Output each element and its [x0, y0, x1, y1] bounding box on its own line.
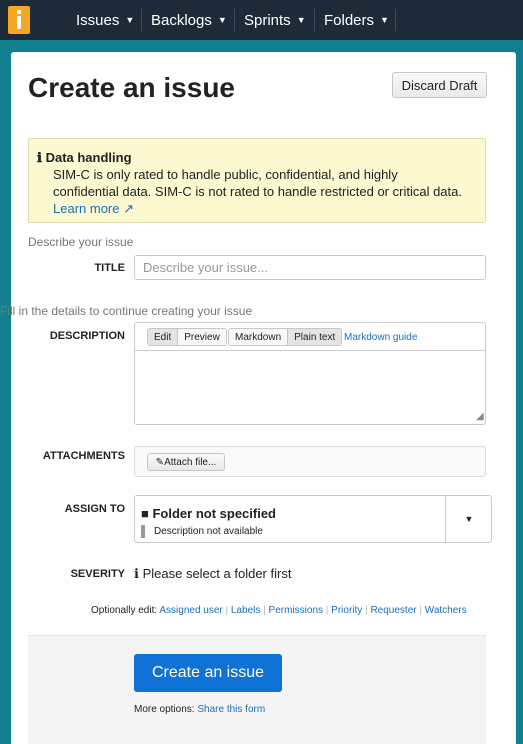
alert-title: Data handling — [45, 150, 132, 165]
severity-label: SEVERITY — [70, 568, 125, 580]
attach-file-button[interactable] — [147, 453, 225, 471]
folder-icon: ■ — [141, 506, 149, 521]
format-tabs — [228, 328, 342, 346]
caret-down-icon: ▼ — [464, 514, 474, 524]
top-navbar — [0, 0, 523, 40]
attachments-label: ATTACHMENTS — [42, 450, 125, 462]
attach-file-label: Attach file... — [164, 456, 217, 468]
description-textarea[interactable] — [135, 350, 485, 425]
details-heading: Fill in the details to continue creating your issue — [0, 304, 253, 318]
optional-edit-links: Optionally edit: Assigned user | Labels | Permissions | Priority | Requester | Watchers — [91, 605, 467, 616]
share-form-link[interactable]: Share this form — [197, 704, 266, 715]
form-footer — [28, 635, 486, 744]
chevron-down-icon: ▼ — [380, 15, 389, 25]
create-issue-button[interactable]: Create an issue — [134, 654, 282, 692]
assign-to-label: ASSIGN TO — [64, 503, 125, 515]
chevron-down-icon: ▼ — [296, 15, 306, 25]
tab-markdown[interactable]: Markdown — [229, 329, 288, 345]
learn-more-link[interactable] — [53, 200, 134, 217]
folder-description: Description not available — [154, 526, 263, 537]
alert-line-2: confidential data. SIM-C is not rated to handle restricted or critical data. — [53, 184, 462, 199]
labels-link[interactable]: Labels — [230, 605, 261, 616]
chevron-down-icon: ▼ — [217, 15, 227, 25]
nav-divider — [234, 9, 235, 31]
severity-message: Please select a folder first — [142, 566, 292, 581]
folder-select[interactable] — [134, 495, 492, 543]
tab-preview[interactable]: Preview — [178, 329, 226, 345]
data-handling-alert — [28, 138, 486, 223]
nav-sprints[interactable] — [244, 0, 306, 40]
chevron-down-icon: ▼ — [125, 15, 135, 25]
nav-divider — [314, 9, 315, 31]
app-logo-icon[interactable] — [8, 6, 30, 34]
assigned-user-link[interactable]: Assigned user — [159, 605, 223, 616]
nav-divider — [141, 9, 142, 31]
alert-line-1: SIM-C is only rated to handle public, confidential, and highly — [53, 167, 398, 182]
page-title: Create an issue — [28, 72, 235, 103]
optional-prefix: Optionally edit: — [91, 605, 158, 616]
create-issue-panel — [0, 52, 516, 744]
learn-more-label: Learn more — [53, 201, 120, 216]
description-editor — [134, 322, 486, 425]
nav-backlogs[interactable] — [151, 0, 227, 40]
discard-draft-button[interactable]: Discard Draft — [392, 72, 487, 98]
edit-mode-tabs — [147, 328, 227, 346]
permissions-link[interactable]: Permissions — [268, 605, 324, 616]
nav-folders-label: Folders — [324, 11, 375, 29]
nav-issues[interactable] — [76, 0, 134, 40]
watchers-link[interactable]: Watchers — [424, 605, 467, 616]
folder-color-bar — [141, 525, 145, 538]
more-options-prefix: More options: — [134, 704, 195, 715]
resize-handle-icon[interactable]: ◢ — [476, 411, 484, 422]
nav-folders[interactable] — [324, 0, 389, 40]
attachments-area — [134, 446, 486, 477]
nav-divider — [395, 9, 396, 31]
tab-plain-text[interactable]: Plain text — [288, 329, 341, 345]
nav-sprints-label: Sprints — [244, 11, 291, 29]
description-label: DESCRIPTION — [49, 330, 125, 342]
folder-title: Folder not specified — [152, 506, 276, 521]
nav-issues-label: Issues — [76, 11, 120, 29]
title-input[interactable]: Describe your issue... — [134, 255, 486, 280]
external-link-icon: ↗ — [123, 201, 135, 216]
folder-dropdown-toggle[interactable] — [445, 496, 492, 542]
markdown-guide-link[interactable]: Markdown guide — [344, 332, 418, 343]
info-icon: ℹ — [134, 566, 139, 581]
tab-edit[interactable]: Edit — [148, 329, 178, 345]
title-label: TITLE — [94, 262, 125, 274]
nav-backlogs-label: Backlogs — [151, 11, 212, 29]
paperclip-icon: ✎ — [155, 456, 165, 468]
requester-link[interactable]: Requester — [370, 605, 417, 616]
priority-link[interactable]: Priority — [331, 605, 363, 616]
info-icon: ℹ — [37, 150, 42, 165]
describe-heading: Describe your issue — [28, 235, 134, 249]
